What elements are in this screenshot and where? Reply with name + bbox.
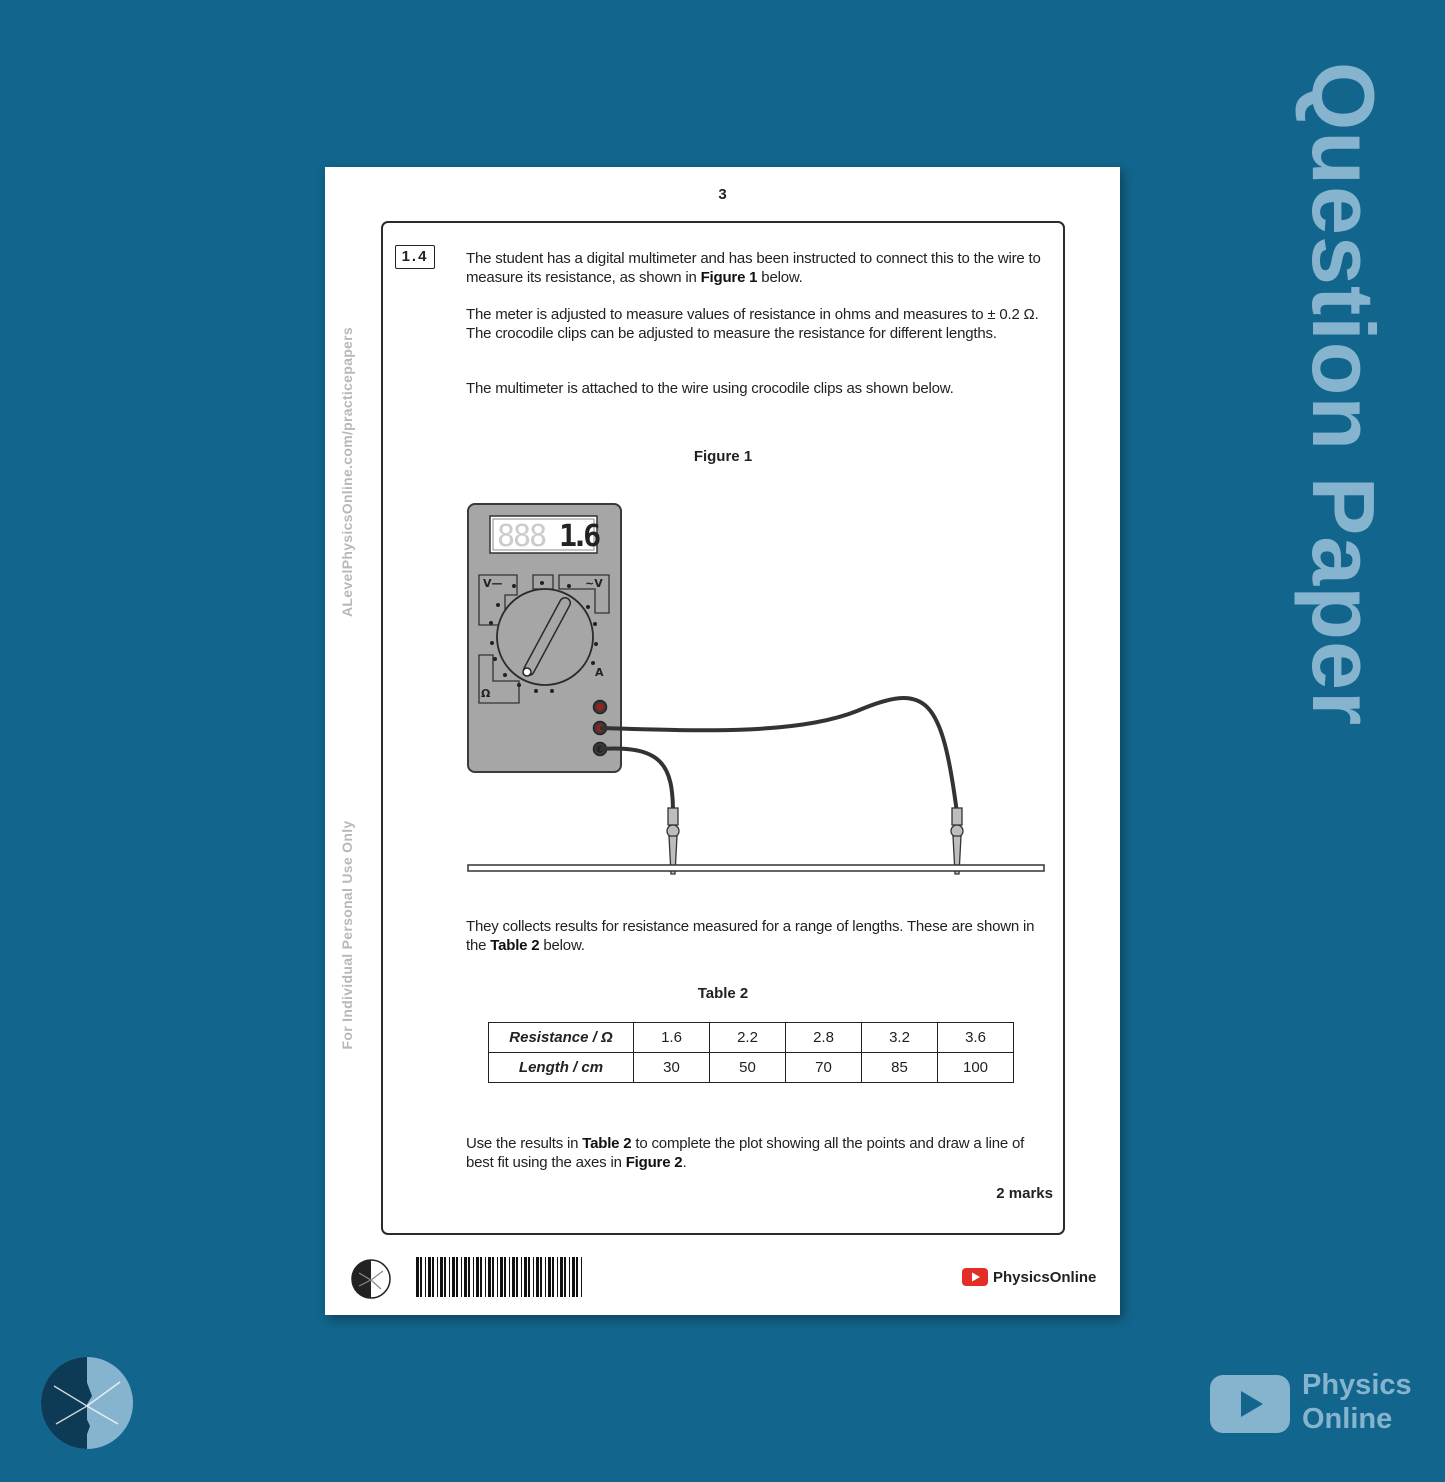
table-cell: 1.6 [634, 1023, 710, 1053]
question-frame [381, 221, 1065, 1235]
table-row [489, 1053, 1014, 1083]
crocodile-clip-right [951, 808, 963, 874]
results-table [488, 1022, 1014, 1083]
brand-physics-online [1210, 1366, 1420, 1441]
table-cell: 30 [634, 1053, 710, 1083]
footer-brand [962, 1268, 1096, 1286]
table-cell: 3.6 [938, 1023, 1014, 1053]
question-paragraph-1: The student has a digital multimeter and has been instructed to connect this to the wire to measure its resistance, as shown in Figure 1 below. [466, 250, 1041, 286]
page-number: 3 [718, 186, 727, 203]
question-paragraph-2: The meter is adjusted to measure values of resistance in ohms and measures to ± 0.2 Ω. The crocodile clips can be adjusted to measure the resistance for different lengths. [466, 306, 1039, 342]
brand-text: Physics Online [1302, 1369, 1412, 1435]
display-reading: 1.6 [559, 519, 596, 554]
resistance-wire [468, 865, 1044, 871]
table-caption: Table 2 [697, 985, 749, 1002]
figure-caption: Figure 1 [693, 448, 753, 465]
watermark-url: ALevelPhysicsOnline.com/practicepapers [339, 327, 355, 617]
table-cell: 100 [938, 1053, 1014, 1083]
marks-label: 2 marks [996, 1185, 1053, 1202]
multimeter-figure [467, 503, 1047, 883]
table-cell: 50 [710, 1053, 786, 1083]
crocodile-clip-left [667, 808, 679, 874]
barcode [416, 1257, 584, 1299]
table-cell: 85 [862, 1053, 938, 1083]
question-paragraph-4: They collects results for resistance measured for a range of lengths. These are shown in the Table 2 below. [466, 918, 1035, 954]
row-header-resistance: Resistance / Ω [489, 1023, 634, 1053]
youtube-icon [962, 1268, 988, 1286]
youtube-large-icon [1210, 1375, 1290, 1433]
dial-label-amps: A [595, 666, 604, 679]
dial-label-ohms: Ω [481, 687, 491, 700]
question-number: 1.4 [395, 245, 435, 269]
footer-brand-label: PhysicsOnline [993, 1268, 1097, 1286]
display-ghost-digits: 888 [497, 519, 546, 554]
question-page [325, 167, 1120, 1315]
table-cell: 2.2 [710, 1023, 786, 1053]
dial-label-dc-volts: V— [483, 577, 503, 590]
question-paragraph-5: Use the results in Table 2 to complete the plot showing all the points and draw a line of best fit using the axes in Figure 2. [466, 1135, 1025, 1171]
side-title: Question Paper [1294, 61, 1393, 727]
watermark-personal-use: For Individual Personal Use Only [339, 820, 355, 1049]
table-cell: 2.8 [786, 1023, 862, 1053]
row-header-length: Length / cm [489, 1053, 634, 1083]
table-row [489, 1023, 1014, 1053]
table-cell: 70 [786, 1053, 862, 1083]
physicsonline-logo-large-icon [40, 1356, 134, 1450]
physicsonline-logo-icon [351, 1259, 391, 1299]
question-paragraph-3: The multimeter is attached to the wire using crocodile clips as shown below. [466, 380, 954, 397]
table-cell: 3.2 [862, 1023, 938, 1053]
dial-label-ac-volts: ~V [585, 577, 603, 590]
